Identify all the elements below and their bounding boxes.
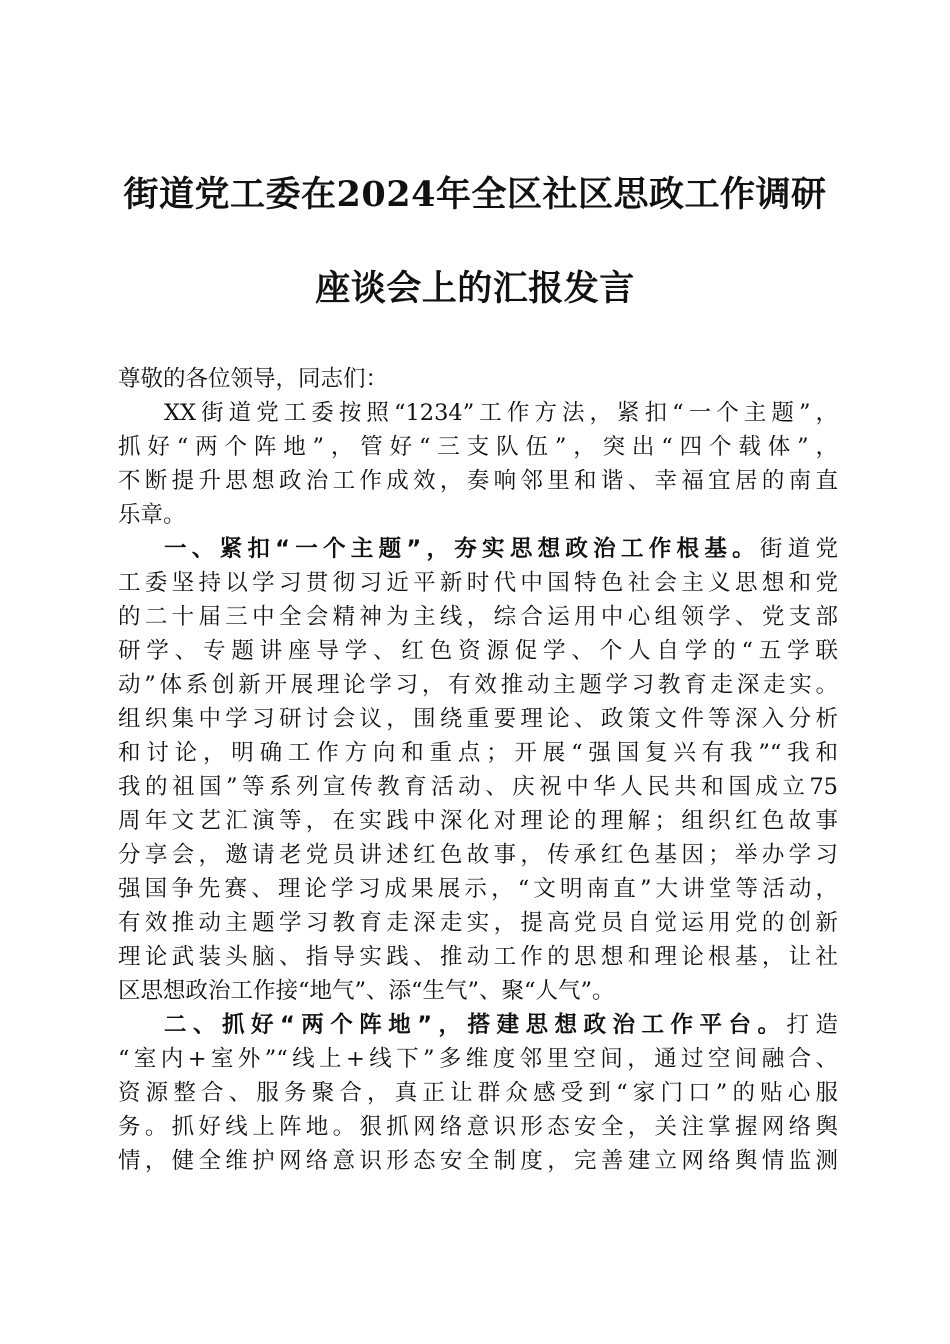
section1-line: 分享会，邀请老党员讲述红色故事，传承红色基因；举办学习 bbox=[118, 842, 838, 868]
section2-line: 情，健全维护网络意识形态安全制度，完善建立网络舆情监测 bbox=[118, 1148, 838, 1174]
salutation: 尊敬的各位领导，同志们： bbox=[118, 366, 389, 392]
section2-heading: 二、抓好“两个阵地”，搭建思想政治工作平台。 bbox=[164, 1012, 787, 1038]
section2-first-line-rest: 打造 bbox=[786, 1012, 838, 1038]
section2-first-line bbox=[118, 1008, 838, 1042]
section1-line: 动”体系创新开展理论学习，有效推动主题学习教育走深走实。 bbox=[118, 672, 838, 698]
section1-line: 理论武装头脑、指导实践、推动工作的思想和理论根基，让社 bbox=[118, 944, 838, 970]
section1-first-line bbox=[118, 532, 838, 566]
intro-line: XX街道党工委按照“1234”工作方法，紧扣“一个主题”， bbox=[164, 400, 838, 426]
document-title-line-2: 座谈会上的汇报发言 bbox=[315, 268, 635, 309]
section2-line: 资源整合、服务聚合，真正让群众感受到“家门口”的贴心服 bbox=[118, 1080, 838, 1106]
document-body bbox=[118, 362, 838, 1178]
document-title-line-1: 街道党工委在2024年全区社区思政工作调研 bbox=[123, 174, 827, 215]
section1-line: 的二十届三中全会精神为主线，综合运用中心组领学、党支部 bbox=[118, 604, 838, 630]
intro-line: 不断提升思想政治工作成效，奏响邻里和谐、幸福宜居的南直 bbox=[118, 468, 838, 494]
section2-line: 务。抓好线上阵地。狠抓网络意识形态安全，关注掌握网络舆 bbox=[118, 1114, 838, 1140]
section1-line: 周年文艺汇演等，在实践中深化对理论的理解；组织红色故事 bbox=[118, 808, 838, 834]
section1-line: 组织集中学习研讨会议，围绕重要理论、政策文件等深入分析 bbox=[118, 706, 838, 732]
intro-line: 抓好“两个阵地”，管好“三支队伍”，突出“四个载体”， bbox=[118, 434, 838, 460]
section1-line: 有效推动主题学习教育走深走实，提高党员自觉运用党的创新 bbox=[118, 910, 838, 936]
section1-line: 区思想政治工作接“地气”、添“生气”、聚“人气”。 bbox=[118, 978, 615, 1004]
section1-line: 我的祖国”等系列宣传教育活动、庆祝中华人民共和国成立75 bbox=[118, 774, 838, 800]
section1-line: 研学、专题讲座导学、红色资源促学、个人自学的“五学联 bbox=[118, 638, 838, 664]
section1-line: 工委坚持以学习贯彻习近平新时代中国特色社会主义思想和党 bbox=[118, 570, 838, 596]
section2-line: “室内+室外”“线上+线下”多维度邻里空间，通过空间融合、 bbox=[118, 1046, 838, 1072]
section1-line: 和讨论，明确工作方向和重点；开展“强国复兴有我”“我和 bbox=[118, 740, 838, 766]
section1-line: 强国争先赛、理论学习成果展示，“文明南直”大讲堂等活动， bbox=[118, 876, 838, 902]
intro-line: 乐章。 bbox=[118, 502, 186, 528]
section1-heading: 一、紧扣“一个主题”，夯实思想政治工作根基。 bbox=[164, 536, 760, 562]
section1-first-line-rest: 街道党 bbox=[759, 536, 838, 562]
